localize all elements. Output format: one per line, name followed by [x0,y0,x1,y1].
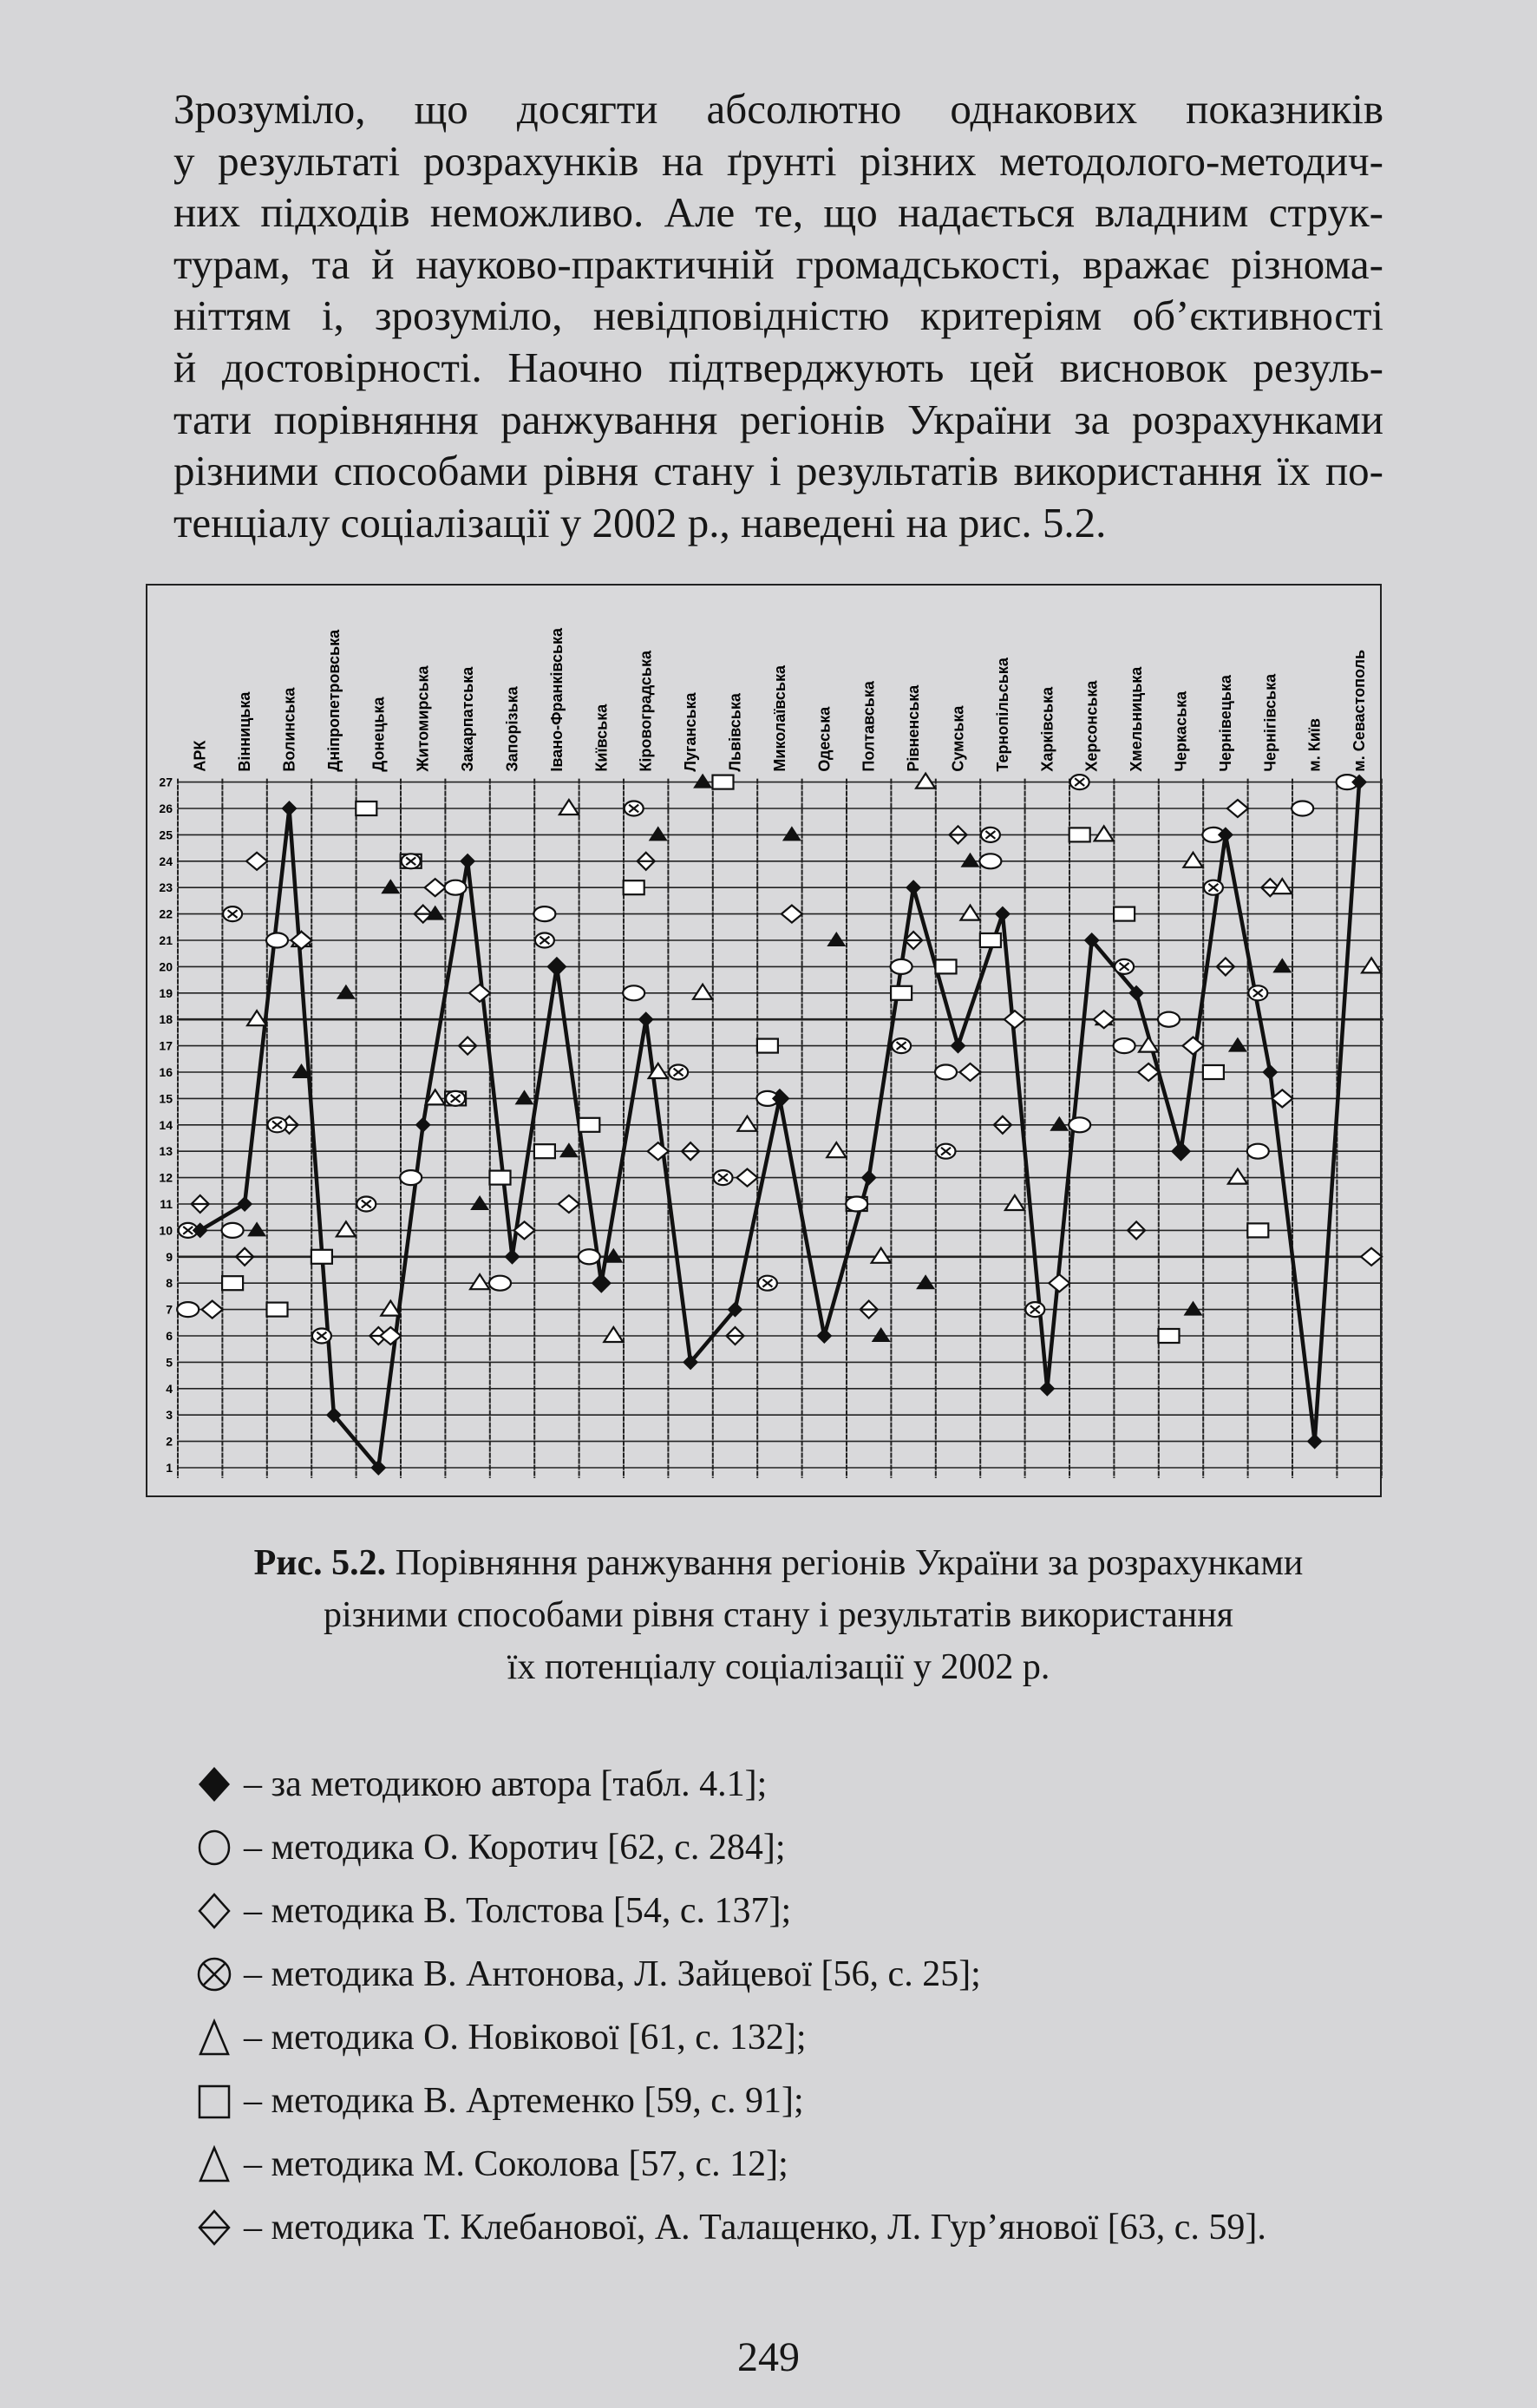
legend-label: – методика О. Новікової [61, с. 132]; [244,2017,807,2058]
data-point-crossed-circle [758,1276,777,1291]
paragraph-line: ніттям і, зрозуміло, невідповідністю критеріям об’єктивності [173,291,1383,340]
data-point-open-diamond [782,906,802,923]
data-point-crossed-circle [223,906,242,921]
paragraph-line: тати порівняння ранжування регіонів України за розрахунками [173,395,1383,443]
data-point-filled-triangle [559,1142,579,1157]
data-point-filled-diamond [1174,1143,1189,1159]
data-point-open-diamond [1004,1011,1025,1028]
data-point-diamond-with-line [950,826,967,843]
y-tick-label: 24 [159,854,173,868]
data-point-open-triangle [738,1116,757,1131]
x-category-label: Луганська [682,692,700,772]
body-paragraph [173,83,1383,548]
legend-label: – за методикою автора [табл. 4.1]; [244,1763,768,1804]
data-point-crossed-circle [1115,959,1134,974]
data-point-crossed-circle [1025,1302,1044,1317]
square-icon [195,2082,233,2120]
x-category-label: Запорізька [503,686,521,772]
y-tick-label: 22 [159,906,173,921]
data-point-square [936,959,957,973]
data-point-crossed-circle [892,1038,911,1053]
x-category-label: Миколаївська [770,664,788,772]
legend-label: – методика Т. Клебанової, А. Талащенко, Л. Гур’янової [63, с. 59]. [244,2207,1266,2248]
data-point-filled-triangle [961,853,980,867]
data-point-circle [177,1302,199,1317]
y-tick-label: 11 [160,1197,173,1211]
data-point-filled-triangle [693,774,712,788]
data-point-open-diamond [202,1301,223,1319]
y-tick-label: 14 [159,1117,173,1132]
x-category-label: Волинська [280,687,298,772]
data-point-filled-diamond [816,1328,832,1344]
x-category-label: Чернівецька [1216,675,1234,772]
legend-item [195,1942,1266,2006]
paragraph-line: різними способами рівня стану і результатів використання їх по- [173,447,1383,495]
data-point-open-triangle [1095,826,1114,841]
data-point-filled-triangle [337,985,356,999]
data-point-filled-diamond [638,1011,654,1027]
data-point-crossed-circle [268,1117,287,1132]
data-point-open-triangle [1228,1169,1247,1184]
x-category-label: Донецька [370,697,388,772]
data-point-circle [1292,802,1313,816]
data-point-filled-triangle [1050,1116,1069,1131]
x-category-label: Херсонська [1082,680,1101,772]
data-point-open-triangle [337,1221,356,1236]
data-point-square [267,1303,288,1317]
x-category-label: м. Севастополь [1351,649,1369,772]
chart-legend [195,1752,1266,2259]
data-point-open-diamond [559,1195,579,1213]
data-point-filled-diamond [861,1170,877,1186]
data-point-square [1247,1223,1268,1237]
x-category-label: Чернігівська [1261,673,1279,772]
data-point-square [534,1144,555,1158]
data-point-circle [1247,1144,1269,1159]
data-point-circle [533,906,555,921]
legend-item [195,2069,1266,2132]
data-point-circle [1069,1117,1090,1132]
page-number: 249 [737,2334,800,2380]
data-point-filled-diamond [951,1038,966,1054]
caption-label: Рис. 5.2. [253,1543,387,1583]
legend-item [195,1879,1266,1942]
paragraph-line: у результаті розрахунків на ґрунті різних методолого-методич- [173,136,1383,185]
data-point-crossed-circle [981,828,1000,842]
data-point-crossed-circle [1204,880,1223,895]
data-point-filled-diamond [1262,1064,1278,1080]
data-point-filled-triangle [916,1274,935,1289]
legend-label: – методика М. Соколова [57, с. 12]; [244,2143,788,2184]
x-category-label: Харківська [1038,686,1056,772]
caption-line-1: Порівняння ранжування регіонів України за розрахунками [386,1543,1304,1583]
data-point-filled-diamond [549,959,565,974]
data-point-open-diamond [1361,1248,1382,1266]
data-point-diamond-with-line [192,1195,209,1213]
data-point-crossed-circle [535,933,554,948]
x-category-label: Рівненська [905,684,923,772]
data-point-square [222,1276,243,1290]
y-tick-label: 15 [159,1091,173,1106]
data-point-crossed-circle [312,1329,331,1344]
y-tick-label: 13 [159,1144,173,1159]
diamond-with-line-icon [195,2208,233,2247]
y-tick-label: 26 [159,802,173,815]
data-point-filled-diamond [505,1249,520,1265]
data-point-open-triangle [470,1274,489,1289]
data-point-open-triangle [1362,958,1381,972]
y-tick-label: 2 [166,1434,173,1449]
legend-item [195,2132,1266,2195]
data-point-filled-diamond [1039,1381,1055,1397]
caption-line-2: різними способами рівня стану і результатів використання [323,1595,1233,1635]
data-point-open-triangle [1005,1195,1024,1210]
data-point-open-triangle [693,985,712,999]
series-crossed-circle [179,775,1268,1343]
data-point-crossed-circle [356,1197,376,1212]
data-point-open-triangle [247,1011,266,1025]
open-triangle-icon [195,2019,233,2057]
x-category-label: Сумська [949,705,967,772]
data-point-filled-triangle [782,826,801,841]
data-point-diamond-with-line [682,1142,699,1160]
data-point-filled-triangle [381,879,400,893]
data-point-square [311,1250,332,1264]
data-point-square [579,1118,599,1132]
data-point-square [891,986,912,1000]
data-point-square [490,1171,511,1185]
data-point-open-diamond [246,853,267,870]
grid [178,779,1383,1478]
data-point-open-triangle [827,1142,846,1157]
data-point-open-diamond [469,985,490,1002]
data-point-filled-triangle [872,1327,891,1342]
data-point-square [356,802,376,815]
x-category-label: Одеська [815,706,834,772]
data-point-filled-diamond [906,880,921,895]
legend-item [195,2006,1266,2069]
data-point-open-triangle [961,906,980,920]
data-point-crossed-circle [937,1144,956,1159]
figure-5-2-chart [146,584,1382,1497]
circle-icon [195,1829,233,1867]
ranking-chart [147,586,1383,1499]
data-point-filled-diamond [460,854,475,869]
data-point-filled-diamond [593,1275,609,1291]
y-tick-label: 7 [166,1302,173,1317]
legend-label: – методика О. Коротич [62, с. 284]; [244,1827,786,1868]
data-point-open-diamond [425,879,446,896]
data-point-diamond-with-line [727,1327,744,1345]
data-point-circle [1158,1012,1180,1027]
x-category-label: Хмельницька [1128,666,1146,772]
filled-diamond-icon [195,1765,233,1803]
y-tick-label: 6 [166,1329,173,1343]
data-point-circle [1114,1038,1135,1053]
data-point-circle [623,985,644,1000]
data-point-circle [266,933,288,948]
y-tick-label: 4 [166,1381,173,1396]
legend-item [195,2195,1266,2259]
data-point-open-diamond [737,1169,758,1187]
data-point-filled-triangle [247,1221,266,1236]
data-point-diamond-with-line [1128,1221,1145,1239]
open-diamond-icon [195,1892,233,1930]
y-tick-label: 20 [159,959,173,974]
data-point-crossed-circle [1070,775,1089,789]
data-point-filled-triangle [1184,1301,1203,1316]
data-point-filled-triangle [1228,1037,1247,1052]
y-tick-label: 25 [159,828,173,842]
data-point-open-triangle [872,1248,891,1263]
x-category-label: Житомирська [414,665,432,772]
data-point-circle [445,880,467,895]
data-point-filled-triangle [827,932,846,946]
data-point-filled-diamond [282,801,298,816]
data-point-circle [846,1197,867,1212]
data-point-open-diamond [1049,1274,1069,1292]
data-point-crossed-circle [669,1065,688,1080]
data-point-open-diamond [960,1063,981,1081]
data-point-circle [400,1170,422,1185]
data-point-diamond-with-line [860,1301,878,1319]
data-point-circle [579,1249,600,1264]
data-point-open-diamond [1227,800,1248,817]
data-point-filled-triangle [470,1195,489,1210]
y-tick-label: 1 [166,1461,173,1475]
data-point-circle [891,959,912,974]
data-point-circle [489,1276,511,1291]
legend-label: – методика В. Антонова, Л. Зайцевої [56, с. 25]; [244,1953,981,1994]
data-point-filled-triangle [649,826,668,841]
figure-caption [173,1537,1383,1693]
data-point-open-triangle [1139,1037,1158,1052]
y-tick-label: 12 [159,1170,173,1185]
paragraph-line: Зрозуміло, що досягти абсолютно однакових показників [173,85,1383,133]
data-point-square [980,933,1001,947]
data-point-open-triangle [559,800,579,815]
data-point-crossed-circle [714,1170,733,1185]
data-point-open-triangle [604,1327,623,1342]
x-category-label: Полтавська [860,681,878,772]
data-point-diamond-with-line [459,1037,476,1055]
data-point-square [1114,907,1135,921]
legend-item [195,1752,1266,1816]
data-point-crossed-circle [1248,985,1267,1000]
y-tick-label: 8 [166,1276,173,1291]
paragraph-line: них підходів неможливо. Але те, що надається владним струк- [173,188,1383,237]
data-point-filled-diamond [1307,1434,1323,1449]
y-tick-label: 17 [159,1038,173,1053]
y-tick-label: 27 [159,775,173,789]
data-point-diamond-with-line [236,1248,253,1266]
x-category-label: Дніпропетровська [324,629,343,772]
data-point-circle [935,1065,957,1080]
data-point-crossed-circle [402,854,421,868]
y-tick-label: 9 [166,1249,173,1264]
data-point-square [757,1039,778,1053]
data-point-diamond-with-line [1217,958,1234,975]
x-category-label: Київська [592,703,611,772]
data-point-square [1203,1065,1224,1079]
data-point-diamond-with-line [994,1116,1011,1134]
x-category-label: Черкаська [1172,690,1190,772]
data-point-square [1159,1329,1180,1343]
x-category-label: м. Київ [1305,718,1324,772]
data-point-square [1069,828,1090,841]
data-point-open-triangle [1184,853,1203,867]
paragraph-line: турам, та й науково-практичній громадськості, вражає різнома- [173,239,1383,288]
y-tick-label: 23 [159,880,173,895]
legend-label: – методика В. Толстова [54, с. 137]; [244,1890,792,1931]
data-point-filled-triangle [1272,958,1292,972]
y-tick-label: 5 [166,1355,173,1370]
open-triangle-icon [195,2145,233,2183]
data-point-crossed-circle [446,1091,465,1106]
paragraph-line: тенціалу соціалізації у 2002 р., наведені на рис. 5.2. [173,498,1107,546]
paragraph-line: й достовірності. Наочно підтверджують цей висновок резуль- [173,343,1383,391]
y-tick-label: 21 [159,933,173,947]
data-point-square [624,880,644,894]
legend-item [195,1816,1266,1879]
data-point-filled-diamond [415,1117,431,1133]
data-point-filled-triangle [515,1089,534,1104]
data-point-circle [979,854,1001,868]
y-tick-label: 19 [159,985,173,1000]
series-diamond-with-line [192,826,1279,1345]
data-point-circle [222,1223,244,1238]
x-category-label: Івано-Франківська [547,627,566,772]
x-category-label: АРК [191,740,209,772]
x-category-label: Закарпатська [459,666,477,772]
data-point-diamond-with-line [638,853,655,870]
caption-line-3: їх потенціалу соціалізації у 2002 р. [507,1647,1050,1687]
y-tick-label: 18 [159,1012,173,1027]
y-tick-label: 16 [159,1065,173,1079]
data-point-square [713,775,734,789]
data-point-filled-diamond [995,906,1010,922]
data-point-open-triangle [916,774,935,788]
y-tick-label: 3 [166,1408,173,1423]
data-point-crossed-circle [625,802,644,816]
x-category-label: Львівська [726,693,744,772]
crossed-circle-icon [195,1955,233,1993]
y-tick-label: 10 [159,1223,173,1238]
data-point-open-diamond [1183,1037,1204,1055]
x-category-label: Вінницька [236,691,254,772]
legend-label: – методика В. Артеменко [59, с. 91]; [244,2080,804,2121]
x-category-label: Тернопільська [993,658,1011,772]
x-category-label: Кіровоградська [637,651,655,772]
